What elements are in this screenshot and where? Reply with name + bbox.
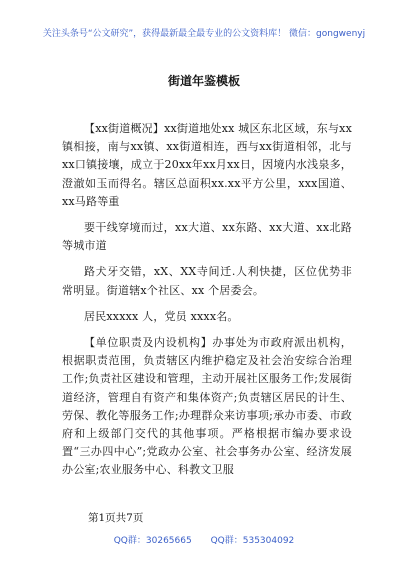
header-note: 关注头条号“公文研究”，获得最新最全最专业的公文资料库！ 微信：gongwenyj	[42, 29, 366, 39]
paragraph-overview: 【xx街道概况】xx街道地处xx 城区东北区域，东与xx镇相接，南与xx镇、xx街道相连，西与xx街道相邻，北与xx口镇接壤，成立于20xx年xx月xx日，因境内水浅泉多，澄澈如玉而得名。辖区总面积xx.xx平方公里，xxx国道、xx马路等重	[62, 122, 352, 208]
paragraph-population: 居民xxxxx 人，党员 xxxx名。	[84, 309, 239, 323]
paragraph-roads: 要干线穿境而过，xx大道、xx东路、xx大道、xx北路等城市道	[62, 221, 352, 253]
qq-group-2: QQ群：535304092	[210, 536, 295, 546]
page-number: 第1页共7页	[88, 512, 144, 524]
document-title: 街道年鉴模板	[167, 74, 240, 88]
qq-group-1: QQ群：30265665	[113, 536, 192, 546]
document-body	[62, 120, 352, 488]
paragraph-duties: 【单位职责及内设机构】办事处为市政府派出机构，根据职责范围，负责辖区内维护稳定及社会治安综合治理工作;负责社区建设和管理，主动开展社区服务工作;发展街道经济，管理自有资产和集体资产;负责辖区居民的计生、劳保、教化等服务工作;办理群众来访事项;承办市委、市政府和上级部门交代的其他事项。严格根据市编办要求设置“三办四中心”;党政办公室、社会事务办公室、经济发展办公室;农业服务中心、科教文卫服	[62, 336, 352, 477]
paragraph-location: 路犬牙交错，xX、XX寺间迁.人利快捷，区位优势非常明显。街道辖x个社区、xx 个居委会。	[62, 265, 352, 297]
footer	[0, 533, 408, 546]
